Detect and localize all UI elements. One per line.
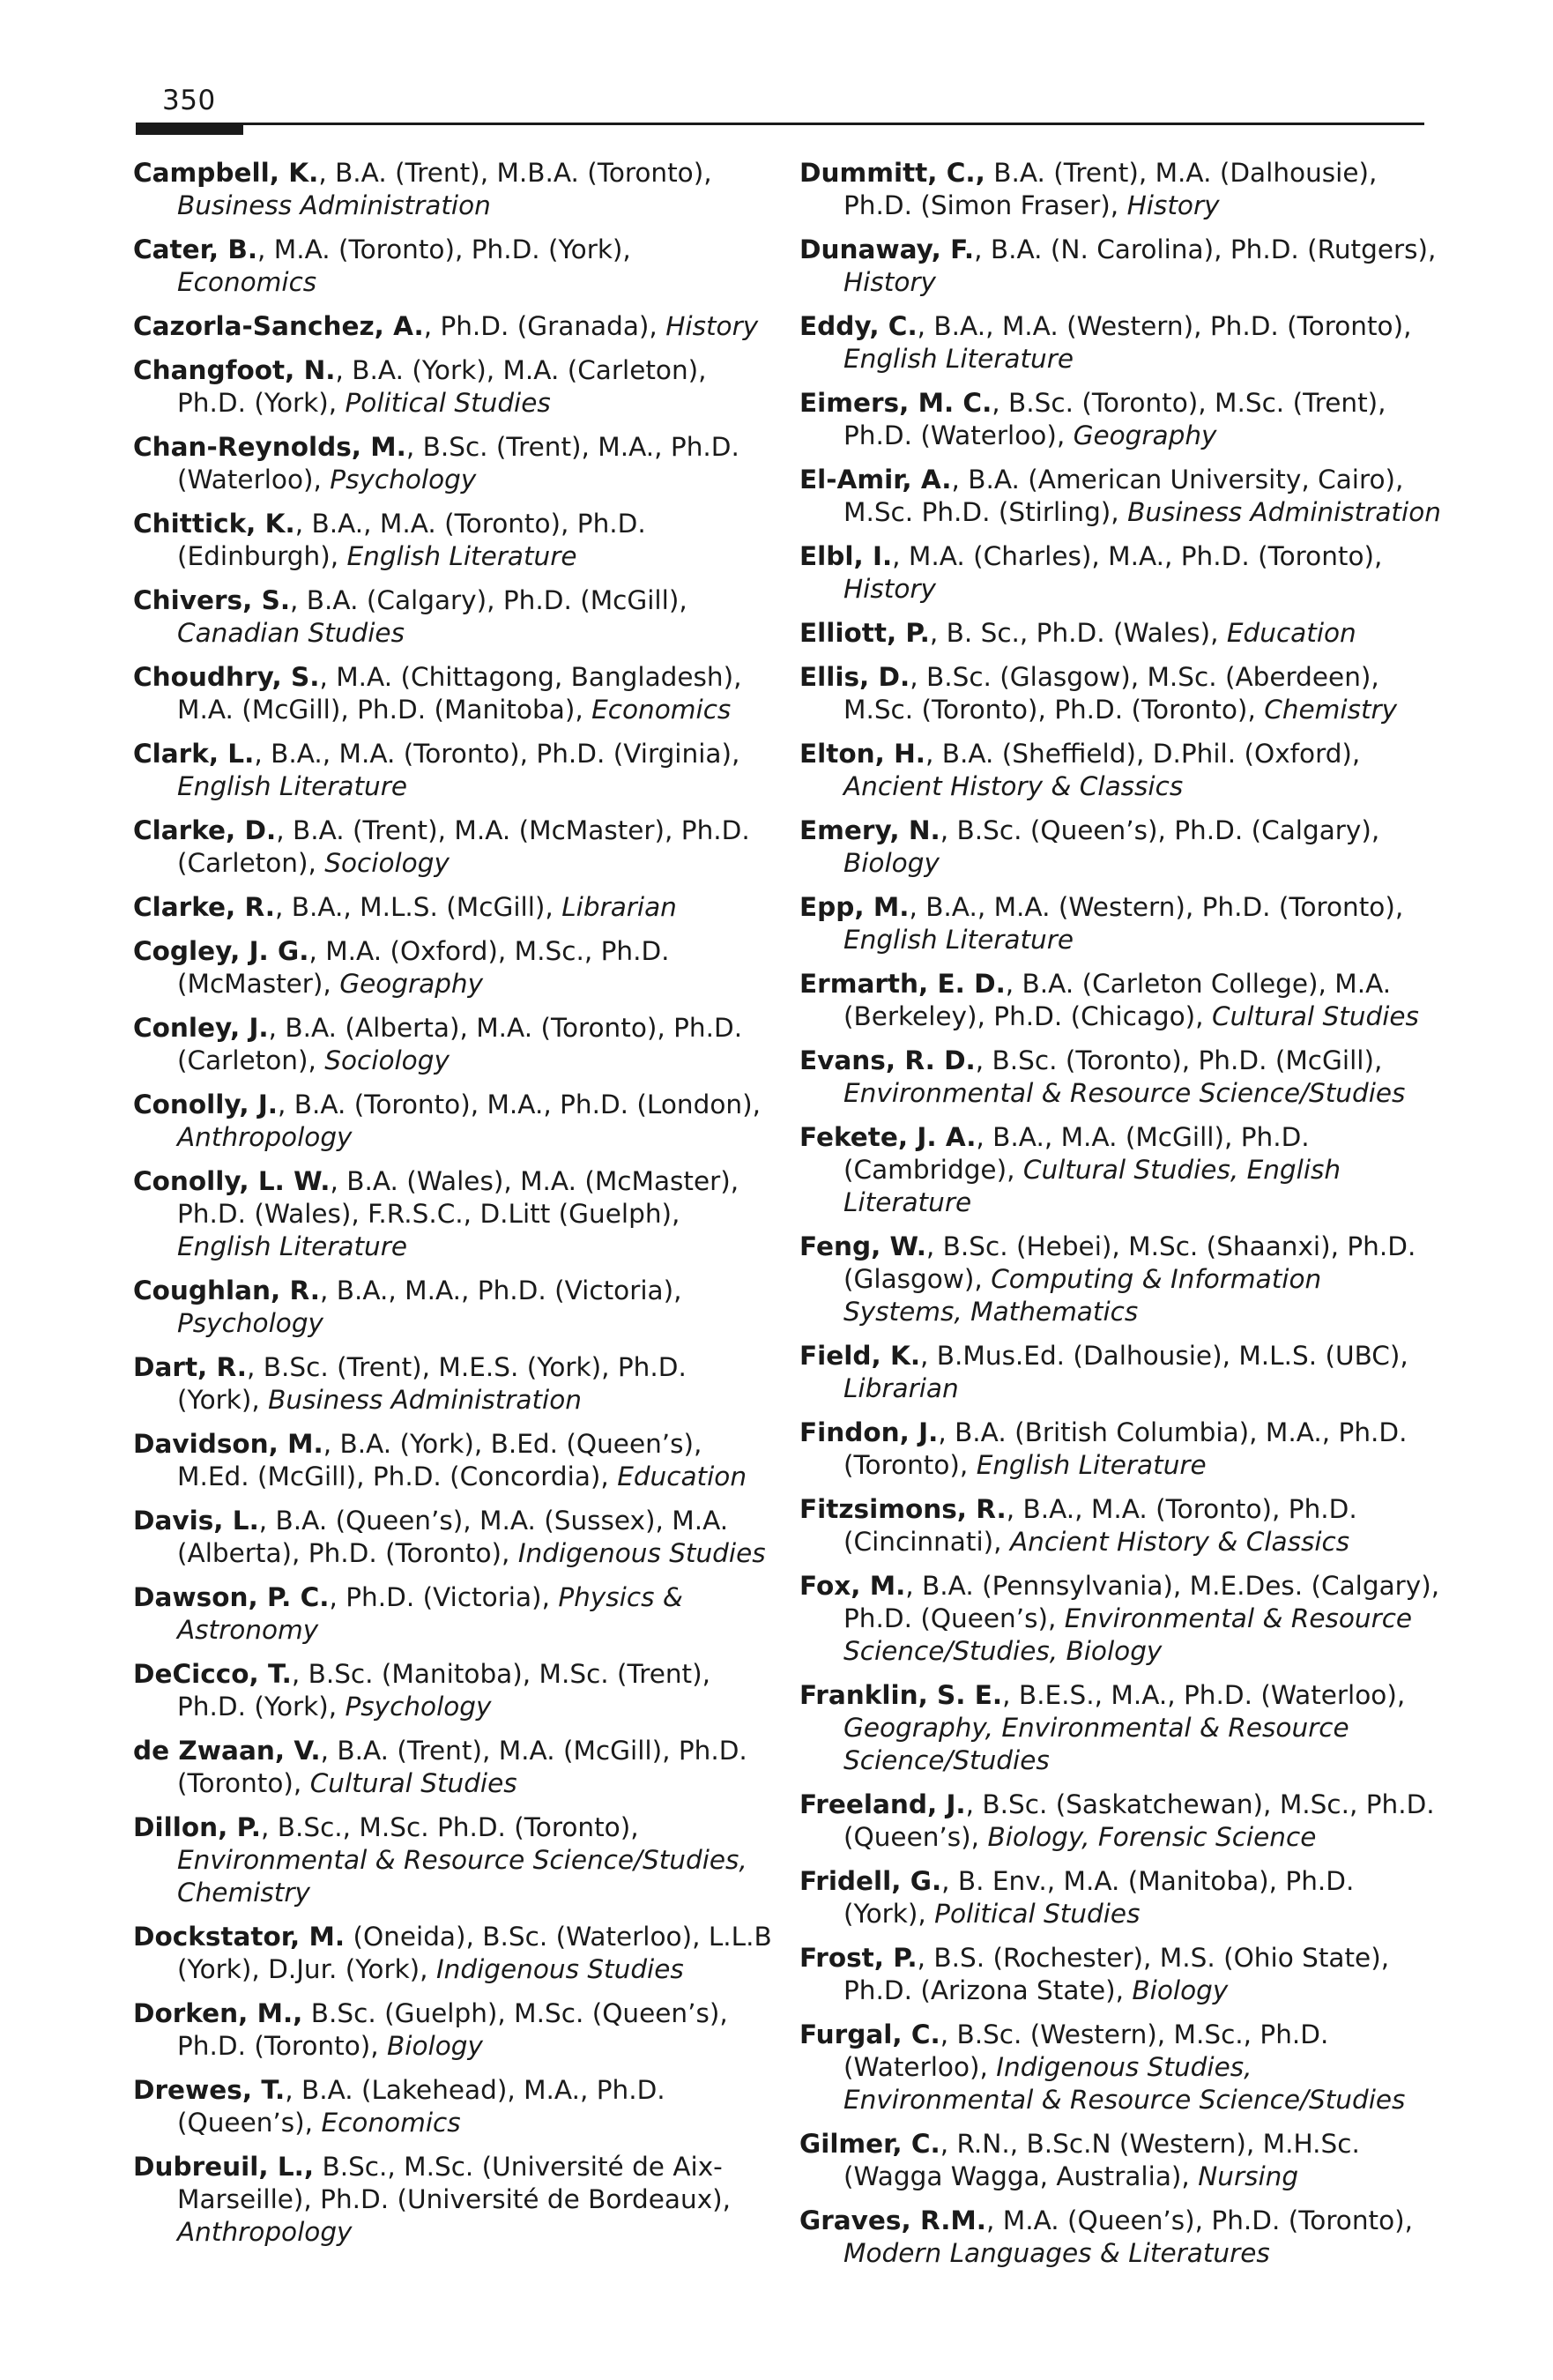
faculty-field: Psychology: [177, 1308, 324, 1338]
faculty-entry: [133, 1505, 776, 1570]
faculty-degrees: , B.A., M.A. (Toronto), Ph.D. (Cincinnati),: [843, 1494, 1357, 1557]
faculty-field: Education: [1226, 618, 1356, 648]
faculty-field: Geography, Environmental & Resource Science/Studies: [843, 1713, 1349, 1775]
faculty-name: Conley, J.: [133, 1013, 269, 1043]
faculty-name: Davidson, M.: [133, 1429, 323, 1459]
faculty-degrees: , M.A. (Charles), M.A., Ph.D. (Toronto),: [892, 541, 1383, 571]
faculty-entry: [133, 1012, 776, 1077]
faculty-degrees: , B.Sc. (Western), M.Sc., Ph.D. (Waterloo),: [843, 2019, 1329, 2082]
faculty-degrees: , B.A. (British Columbia), M.A., Ph.D. (Toronto),: [843, 1417, 1408, 1480]
faculty-field: Political Studies: [934, 1899, 1141, 1929]
faculty-entry: [799, 738, 1443, 803]
faculty-field: Cultural Studies, English Literature: [843, 1155, 1341, 1217]
faculty-entry: [799, 464, 1443, 529]
faculty-entry: [133, 1658, 776, 1723]
faculty-name: Chittick, K.: [133, 509, 295, 539]
faculty-degrees: , B.A. (Sheffield), D.Phil. (Oxford),: [925, 739, 1361, 769]
faculty-field: English Literature: [843, 344, 1074, 374]
header-block: [136, 123, 243, 135]
faculty-name: Davis, L.: [133, 1506, 259, 1536]
faculty-name: Emery, N.: [799, 815, 940, 845]
faculty-entry: [799, 1045, 1443, 1110]
faculty-entry: [133, 310, 776, 343]
faculty-field: Economics: [591, 695, 732, 725]
faculty-degrees: , B.Sc. (Saskatchewan), M.Sc., Ph.D. (Queen’s),: [843, 1789, 1435, 1852]
faculty-degrees: , M.A. (Toronto), Ph.D. (York),: [257, 234, 631, 264]
faculty-name: Clarke, D.: [133, 815, 277, 845]
faculty-entry: [799, 1942, 1443, 2007]
faculty-degrees: , B.Sc. (Toronto), Ph.D. (McGill),: [975, 1045, 1383, 1075]
faculty-degrees: , B.A., M.A. (Toronto), Ph.D. (Virginia),: [254, 739, 740, 769]
faculty-entry: [133, 1275, 776, 1340]
faculty-name: Elbl, I.: [799, 541, 893, 571]
faculty-name: Changfoot, N.: [133, 355, 336, 385]
faculty-field: Anthropology: [177, 1122, 353, 1152]
faculty-entry: [133, 1581, 776, 1647]
faculty-entry: [799, 2128, 1443, 2193]
faculty-entry: [133, 1428, 776, 1493]
faculty-name: de Zwaan, V.: [133, 1736, 321, 1766]
faculty-degrees: , B.A. (Toronto), M.A., Ph.D. (London),: [278, 1090, 761, 1119]
faculty-degrees: , B.A., M.A. (McGill), Ph.D. (Cambridge),: [843, 1122, 1310, 1185]
faculty-field: Modern Languages & Literatures: [843, 2238, 1270, 2268]
faculty-field: Biology, Forensic Science: [987, 1822, 1317, 1852]
faculty-field: Sociology: [324, 848, 450, 878]
faculty-name: Gilmer, C.: [799, 2129, 940, 2159]
faculty-name: Fox, M.: [799, 1571, 906, 1601]
faculty-entry: [799, 661, 1443, 726]
header-rule: [136, 123, 1424, 125]
faculty-field: History: [843, 267, 936, 297]
faculty-entry: [133, 814, 776, 880]
faculty-degrees: , B.Sc. (Hebei), M.Sc. (Shaanxi), Ph.D. (Glasgow),: [843, 1231, 1416, 1294]
faculty-field: Indigenous Studies, Environmental & Resource Science/Studies: [843, 2052, 1406, 2115]
faculty-name: Furgal, C.: [799, 2019, 940, 2049]
faculty-name: Fekete, J. A.: [799, 1122, 977, 1152]
faculty-name: Fridell, G.: [799, 1866, 942, 1896]
faculty-list-right-column: [799, 157, 1443, 2281]
faculty-field: Anthropology: [177, 2217, 353, 2247]
faculty-degrees: , B.Sc. (Queen’s), Ph.D. (Calgary),: [940, 815, 1380, 845]
faculty-degrees: , B.A. (Trent), M.B.A. (Toronto),: [318, 158, 712, 188]
faculty-entry: [799, 617, 1443, 650]
faculty-name: Freeland, J.: [799, 1789, 966, 1819]
faculty-entry: [133, 157, 776, 222]
faculty-entry: [799, 1231, 1443, 1328]
faculty-field: Business Administration: [177, 190, 491, 220]
faculty-name: Ermarth, E. D.: [799, 969, 1006, 999]
faculty-name: Dubreuil, L.,: [133, 2152, 315, 2182]
faculty-entry: [133, 935, 776, 1000]
faculty-name: Dunaway, F.: [799, 234, 975, 264]
faculty-name: Fitzsimons, R.: [799, 1494, 1007, 1524]
faculty-field: Indigenous Studies: [517, 1538, 766, 1568]
faculty-degrees: , B.A. (York), M.A. (Carleton), Ph.D. (York),: [177, 355, 707, 418]
faculty-list-left-column: [133, 157, 776, 2260]
faculty-field: Geography: [1073, 420, 1217, 450]
faculty-entry: [133, 2151, 776, 2249]
faculty-degrees: , M.A. (Oxford), M.Sc., Ph.D. (McMaster),: [177, 936, 670, 999]
faculty-name: Elliott, P.: [799, 618, 930, 648]
faculty-field: Economics: [177, 267, 317, 297]
faculty-degrees: , B.Sc. (Trent), M.A., Ph.D. (Waterloo),: [177, 432, 739, 495]
faculty-name: Conolly, L. W.: [133, 1166, 331, 1196]
faculty-entry: [799, 2205, 1443, 2270]
faculty-name: Campbell, K.: [133, 158, 319, 188]
faculty-degrees: , B.A. (N. Carolina), Ph.D. (Rutgers),: [974, 234, 1437, 264]
faculty-entry: [133, 354, 776, 420]
faculty-degrees: , B. Env., M.A. (Manitoba), Ph.D. (York),: [843, 1866, 1355, 1929]
faculty-entry: [799, 1679, 1443, 1777]
faculty-entry: [133, 1089, 776, 1154]
faculty-field: Nursing: [1198, 2161, 1299, 2191]
faculty-field: Cultural Studies: [309, 1768, 517, 1798]
faculty-entry: [799, 1121, 1443, 1219]
faculty-degrees: , B.A., M.A. (Western), Ph.D. (Toronto),: [909, 892, 1404, 922]
faculty-entry: [133, 1997, 776, 2063]
faculty-name: Epp, M.: [799, 892, 910, 922]
faculty-entry: [133, 661, 776, 726]
faculty-field: Environmental & Resource Science/Studies: [843, 1078, 1406, 1108]
faculty-field: Education: [617, 1461, 747, 1491]
faculty-name: Chivers, S.: [133, 585, 291, 615]
faculty-degrees: , B.A. (Lakehead), M.A., Ph.D. (Queen’s),: [177, 2075, 665, 2138]
faculty-entry: [799, 1789, 1443, 1854]
faculty-degrees: (Oneida), B.Sc. (Waterloo), L.L.B (York), D.Jur. (York),: [177, 1922, 772, 1984]
faculty-field: Environmental & Resource Science/Studies, Biology: [843, 1603, 1413, 1666]
faculty-name: Findon, J.: [799, 1417, 939, 1447]
faculty-degrees: , B.A., M.A. (Toronto), Ph.D. (Edinburgh),: [177, 509, 646, 571]
faculty-field: Canadian Studies: [177, 618, 405, 648]
faculty-entry: [799, 387, 1443, 452]
faculty-field: Computing & Information Systems, Mathematics: [843, 1264, 1322, 1327]
faculty-name: Drewes, T.: [133, 2075, 286, 2105]
faculty-field: Biology: [387, 2031, 483, 2061]
faculty-degrees: , B.A., M.L.S. (McGill),: [275, 892, 554, 922]
faculty-field: History: [1126, 190, 1220, 220]
faculty-name: Feng, W.: [799, 1231, 926, 1261]
faculty-name: Franklin, S. E.: [799, 1680, 1003, 1710]
faculty-name: Cazorla-Sanchez, A.: [133, 311, 424, 341]
faculty-degrees: , R.N., B.Sc.N (Western), M.H.Sc. (Wagga Wagga, Australia),: [843, 2129, 1360, 2191]
faculty-name: Cater, B.: [133, 234, 258, 264]
faculty-entry: [799, 1340, 1443, 1405]
faculty-field: History: [843, 574, 936, 604]
faculty-degrees: , B.S. (Rochester), M.S. (Ohio State), Ph.D. (Arizona State),: [843, 1943, 1390, 2005]
faculty-entry: [799, 2019, 1443, 2116]
faculty-degrees: , M.A. (Chittagong, Bangladesh), M.A. (McGill), Ph.D. (Manitoba),: [177, 662, 742, 725]
faculty-field: Physics & Astronomy: [177, 1582, 683, 1645]
faculty-entry: [133, 1735, 776, 1800]
page-number: 350: [162, 85, 216, 116]
faculty-name: Coughlan, R.: [133, 1276, 321, 1305]
faculty-entry: [133, 1165, 776, 1263]
faculty-entry: [799, 157, 1443, 222]
faculty-name: Evans, R. D.: [799, 1045, 976, 1075]
faculty-degrees: , B.A. (Carleton College), M.A. (Berkeley), Ph.D. (Chicago),: [843, 969, 1392, 1031]
faculty-name: Clarke, R.: [133, 892, 275, 922]
faculty-field: Librarian: [843, 1373, 959, 1403]
faculty-degrees: , B. Sc., Ph.D. (Wales),: [929, 618, 1219, 648]
faculty-field: Geography: [339, 969, 484, 999]
faculty-field: Biology: [843, 848, 940, 878]
faculty-entry: [799, 310, 1443, 376]
faculty-entry: [133, 2074, 776, 2139]
faculty-degrees: , B.Sc., M.Sc. Ph.D. (Toronto),: [260, 1812, 639, 1842]
faculty-field: Political Studies: [345, 388, 551, 418]
faculty-degrees: , B.A. (Trent), M.A. (McGill), Ph.D. (Toronto),: [177, 1736, 747, 1798]
faculty-field: Cultural Studies: [1211, 1001, 1419, 1031]
faculty-entry: [133, 584, 776, 650]
faculty-degrees: B.Sc., M.Sc. (Université de Aix-Marseille), Ph.D. (Université de Bordeaux),: [177, 2152, 732, 2214]
faculty-field: Chemistry: [1264, 695, 1398, 725]
faculty-field: English Literature: [177, 1231, 407, 1261]
faculty-name: Chan-Reynolds, M.: [133, 432, 406, 462]
faculty-field: Biology: [1132, 1975, 1229, 2005]
faculty-degrees: , B.A. (Pennsylvania), M.E.Des. (Calgary), Ph.D. (Queen’s),: [843, 1571, 1440, 1633]
faculty-entry: [799, 540, 1443, 606]
faculty-entry: [133, 891, 776, 924]
faculty-degrees: , Ph.D. (Granada),: [423, 311, 658, 341]
faculty-field: English Literature: [177, 771, 407, 801]
faculty-degrees: , B.Sc. (Glasgow), M.Sc. (Aberdeen), M.Sc. (Toronto), Ph.D. (Toronto),: [843, 662, 1379, 725]
faculty-field: Sociology: [324, 1045, 450, 1075]
faculty-field: Environmental & Resource Science/Studies, Chemistry: [177, 1845, 747, 1908]
faculty-field: History: [665, 311, 759, 341]
faculty-degrees: , M.A. (Queen’s), Ph.D. (Toronto),: [985, 2205, 1414, 2235]
faculty-entry: [799, 1570, 1443, 1668]
faculty-degrees: , B.A., M.A. (Western), Ph.D. (Toronto),: [917, 311, 1412, 341]
faculty-name: Dorken, M.,: [133, 1998, 303, 2028]
faculty-degrees: , B.A. (York), B.Ed. (Queen’s), M.Ed. (McGill), Ph.D. (Concordia),: [177, 1429, 702, 1491]
faculty-name: Conolly, J.: [133, 1090, 279, 1119]
faculty-entry: [799, 968, 1443, 1033]
faculty-field: Ancient History & Classics: [843, 771, 1184, 801]
faculty-entry: [799, 891, 1443, 956]
faculty-degrees: , B.A., M.A., Ph.D. (Victoria),: [320, 1276, 682, 1305]
faculty-entry: [133, 738, 776, 803]
faculty-entry: [133, 1811, 776, 1909]
faculty-field: English Literature: [843, 925, 1074, 955]
faculty-degrees: , B.A. (Queen’s), M.A. (Sussex), M.A. (Alberta), Ph.D. (Toronto),: [177, 1506, 729, 1568]
faculty-name: Dillon, P.: [133, 1812, 261, 1842]
faculty-field: Librarian: [561, 892, 677, 922]
faculty-entry: [133, 431, 776, 496]
faculty-degrees: , B.A. (Trent), M.A. (McMaster), Ph.D. (Carleton),: [177, 815, 750, 878]
faculty-name: Eddy, C.: [799, 311, 918, 341]
faculty-degrees: , Ph.D. (Victoria),: [329, 1582, 550, 1612]
faculty-field: English Literature: [346, 541, 577, 571]
faculty-degrees: B.Sc. (Guelph), M.Sc. (Queen’s), Ph.D. (Toronto),: [177, 1998, 728, 2061]
faculty-name: Eimers, M. C.: [799, 388, 992, 418]
faculty-degrees: , B.A. (Wales), M.A. (McMaster), Ph.D. (Wales), F.R.S.C., D.Litt (Guelph),: [177, 1166, 739, 1229]
faculty-name: Graves, R.M.: [799, 2205, 986, 2235]
faculty-field: Economics: [321, 2108, 461, 2138]
faculty-degrees: B.A. (Trent), M.A. (Dalhousie), Ph.D. (Simon Fraser),: [843, 158, 1378, 220]
faculty-degrees: , B.A. (Calgary), Ph.D. (McGill),: [290, 585, 687, 615]
faculty-degrees: , B.A. (Alberta), M.A. (Toronto), Ph.D. (Carleton),: [177, 1013, 743, 1075]
faculty-name: Dart, R.: [133, 1352, 247, 1382]
faculty-field: Indigenous Studies: [435, 1954, 684, 1984]
faculty-name: Cogley, J. G.: [133, 936, 309, 966]
faculty-field: Business Administration: [268, 1385, 582, 1415]
faculty-name: Dummitt, C.,: [799, 158, 985, 188]
faculty-field: Ancient History & Classics: [1009, 1527, 1350, 1557]
faculty-degrees: , B.E.S., M.A., Ph.D. (Waterloo),: [1002, 1680, 1406, 1710]
faculty-name: El-Amir, A.: [799, 465, 952, 495]
faculty-field: Business Administration: [1127, 497, 1441, 527]
faculty-entry: [799, 234, 1443, 299]
faculty-degrees: , B.Mus.Ed. (Dalhousie), M.L.S. (UBC),: [920, 1341, 1408, 1371]
faculty-entry: [799, 1417, 1443, 1482]
faculty-degrees: , B.Sc. (Toronto), M.Sc. (Trent), Ph.D. (Waterloo),: [843, 388, 1386, 450]
faculty-name: Field, K.: [799, 1341, 921, 1371]
faculty-entry: [133, 1921, 776, 1986]
faculty-name: Elton, H.: [799, 739, 926, 769]
faculty-degrees: , B.Sc. (Manitoba), M.Sc. (Trent), Ph.D. (York),: [177, 1659, 711, 1722]
faculty-name: Dockstator, M.: [133, 1922, 346, 1952]
faculty-entry: [133, 508, 776, 573]
faculty-entry: [133, 1351, 776, 1417]
faculty-name: Ellis, D.: [799, 662, 910, 692]
faculty-entry: [799, 1493, 1443, 1558]
faculty-name: DeCicco, T.: [133, 1659, 292, 1689]
faculty-entry: [799, 814, 1443, 880]
faculty-field: Psychology: [330, 465, 477, 495]
faculty-name: Choudhry, S.: [133, 662, 320, 692]
faculty-name: Clark, L.: [133, 739, 255, 769]
faculty-name: Dawson, P. C.: [133, 1582, 330, 1612]
faculty-degrees: , B.A. (American University, Cairo), M.Sc. Ph.D. (Stirling),: [843, 465, 1404, 527]
faculty-name: Frost, P.: [799, 1943, 918, 1973]
faculty-entry: [799, 1865, 1443, 1930]
faculty-entry: [133, 234, 776, 299]
faculty-degrees: , B.Sc. (Trent), M.E.S. (York), Ph.D. (York),: [177, 1352, 687, 1415]
faculty-field: Psychology: [345, 1692, 492, 1722]
faculty-field: English Literature: [976, 1450, 1207, 1480]
